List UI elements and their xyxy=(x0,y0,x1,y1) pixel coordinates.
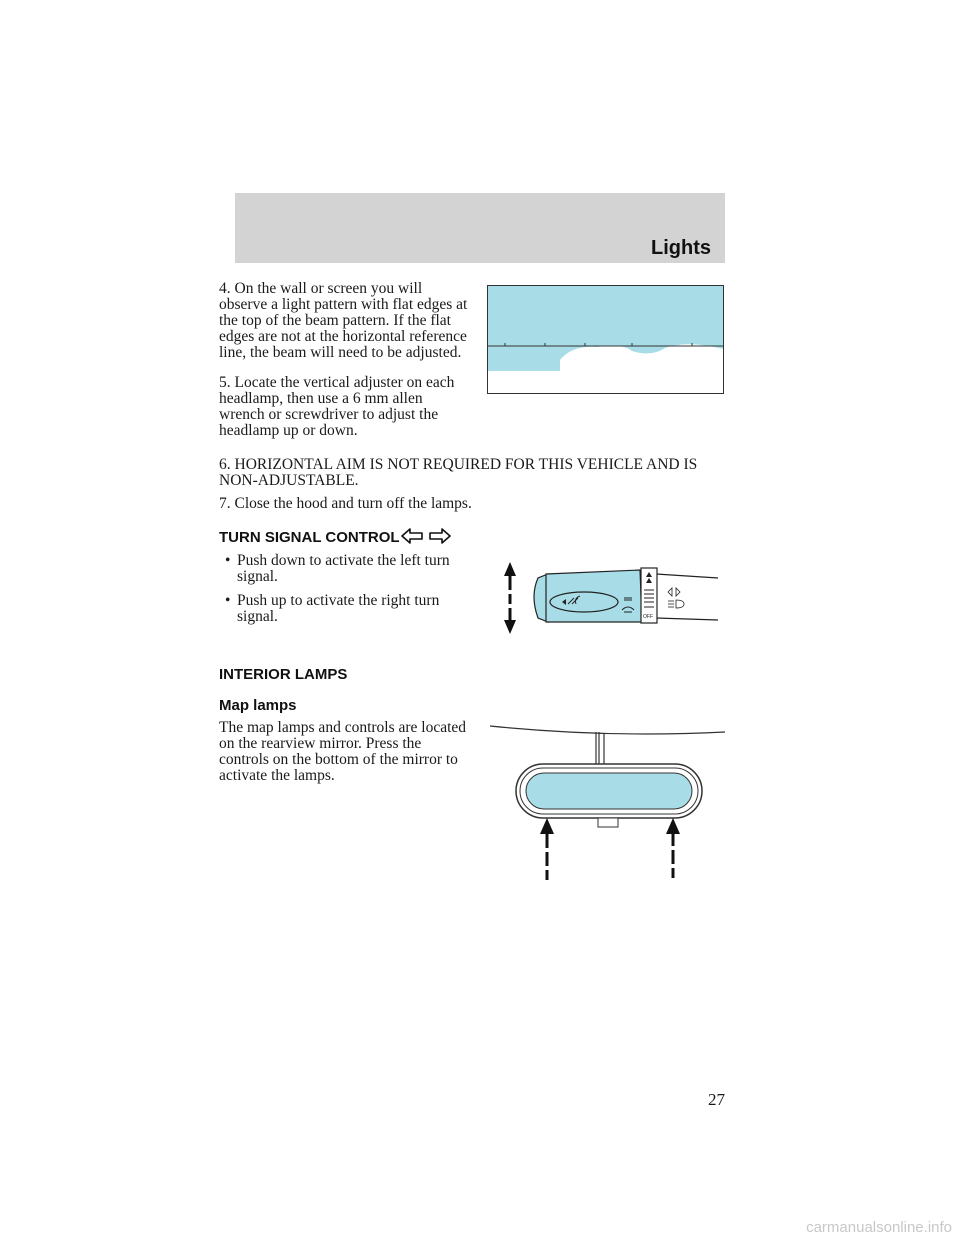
beam-pattern-figure xyxy=(487,285,725,395)
rearview-mirror-figure xyxy=(490,718,726,883)
step-6-text: 6. HORIZONTAL AIM IS NOT REQUIRED FOR THIS VEHICLE AND IS NON-ADJUSTABLE. xyxy=(219,456,698,489)
step-5-text: 5. Locate the vertical adjuster on each headlamp, then use a 6 mm allen wrench or screwdriver to adjust the headlamp up or down. xyxy=(219,374,455,439)
turn-signal-heading-text: TURN SIGNAL CONTROL xyxy=(219,529,400,546)
lever-off-label: OFF xyxy=(643,614,653,620)
section-title: Lights xyxy=(651,237,711,259)
list-item: • xyxy=(225,592,231,609)
turn-signal-bullet-1: Push down to activate the left turn signal. xyxy=(237,552,450,585)
list-item: • xyxy=(225,552,231,569)
step-7-text: 7. Close the hood and turn off the lamps. xyxy=(219,495,472,512)
interior-lamps-heading: INTERIOR LAMPS xyxy=(219,666,348,683)
turn-signal-lever-figure xyxy=(498,560,723,636)
turn-signal-heading xyxy=(219,528,452,546)
turn-signal-arrows-icon xyxy=(400,528,452,544)
section-header-band xyxy=(235,193,725,263)
step-4-text: 4. On the wall or screen you will observe a light pattern with flat edges at the top of the beam pattern. If the flat edges are not at the horizontal reference line, the beam will need to be adjusted. xyxy=(219,280,468,361)
watermark: carmanualsonline.info xyxy=(806,1219,952,1236)
page-number: 27 xyxy=(708,1090,725,1109)
map-lamps-text: The map lamps and controls are located on the rearview mirror. Press the controls on the bottom of the mirror to activate the lamps. xyxy=(219,719,467,784)
turn-signal-bullet-2: Push up to activate the right turn signal. xyxy=(237,592,440,625)
map-lamps-subheading: Map lamps xyxy=(219,697,297,714)
